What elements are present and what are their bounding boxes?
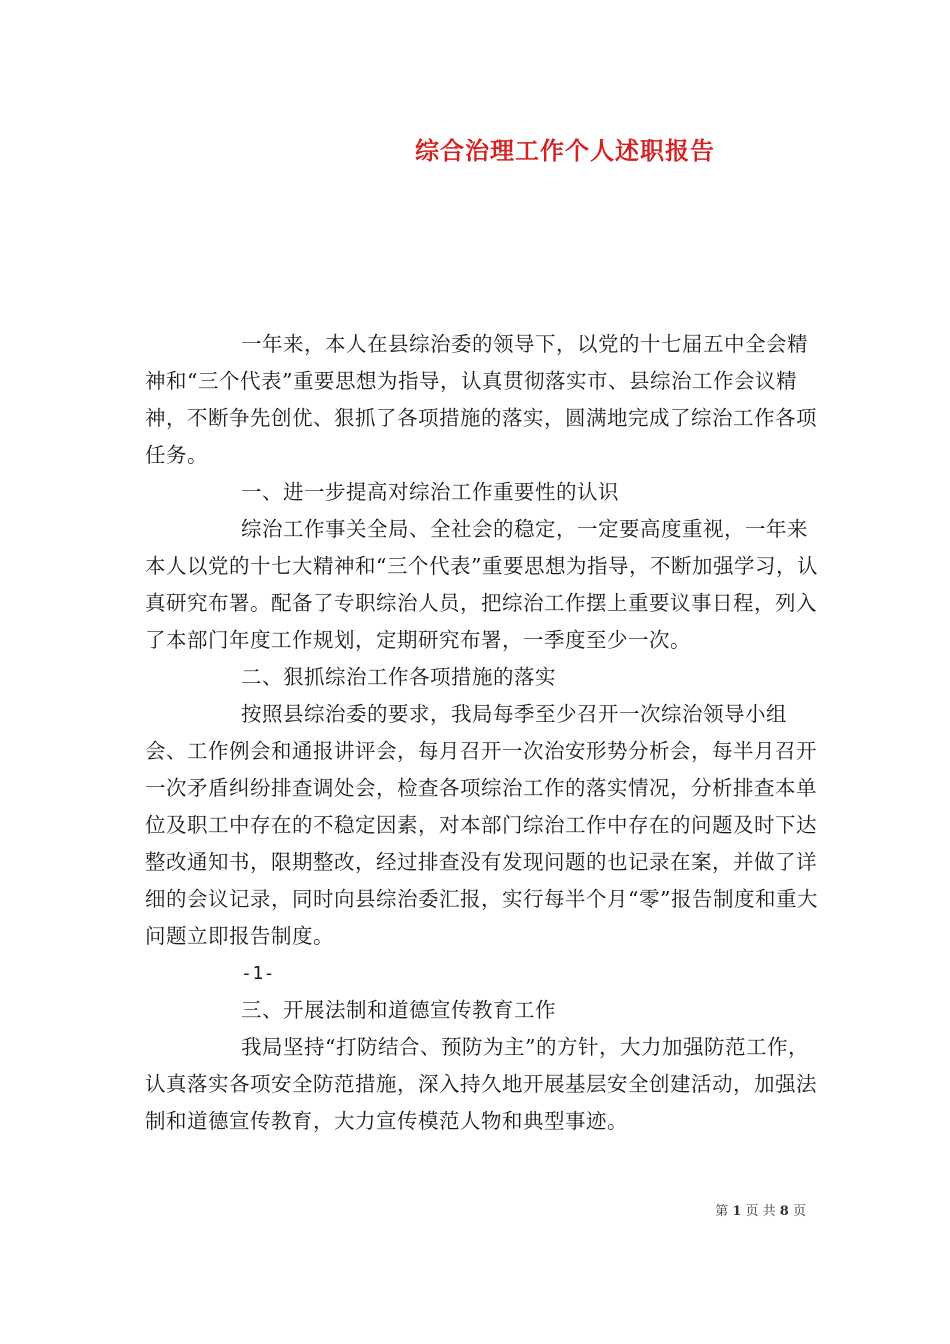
intro-paragraph: 一年来，本人在县综治委的领导下，以党的十七届五中全会精神和“三个代表”重要思想为指导，认真贯彻落实市、县综治工作会议精神，不断争先创优、狠抓了各项措施的落实，圆满地完成了综治工作各项任务。 xyxy=(145,332,817,467)
document-title: 综合治理工作个人述职报告 xyxy=(415,136,715,165)
footer-suffix: 页 xyxy=(792,1204,806,1219)
section-3-paragraph: 我局坚持“打防结合、预防为主”的方针，大力加强防范工作，认真落实各项安全防范措施，深入持久地开展基层安全创建活动，加强法制和道德宣传教育，大力宣传模范人物和典型事迹。 xyxy=(145,1035,817,1133)
footer-total-pages: 8 xyxy=(779,1204,789,1219)
document-body xyxy=(145,326,825,1140)
section-2-heading: 二、狠抓综治工作各项措施的落实 xyxy=(241,665,556,689)
section-2-paragraph: 按照县综治委的要求，我局每季至少召开一次综治领导小组会、工作例会和通报讲评会，每月召开一次治安形势分析会，每半月召开一次矛盾纠纷排查调处会，检查各项综治工作的落实情况，分析排查本单位及职工中存在的不稳定因素，对本部门综治工作中存在的问题及时下达整改通知书，限期整改，经过排查没有发现问题的也记录在案，并做了详细的会议记录，同时向县综治委汇报，实行每半个月“零”报告制度和重大问题立即报告制度。 xyxy=(145,702,818,948)
section-1-heading: 一、进一步提高对综治工作重要性的认识 xyxy=(241,480,619,504)
page-footer xyxy=(0,1203,806,1221)
inline-page-marker: -1- xyxy=(241,963,276,984)
footer-middle: 页 共 xyxy=(745,1204,776,1219)
footer-prefix: 第 xyxy=(715,1204,729,1219)
footer-current-page: 1 xyxy=(732,1204,742,1219)
section-1-paragraph: 综治工作事关全局、全社会的稳定，一定要高度重视，一年来本人以党的十七大精神和“三个代表”重要思想为指导，不断加强学习，认真研究布署。配备了专职综治人员，把综治工作摆上重要议事日程，列入了本部门年度工作规划，定期研究布署，一季度至少一次。 xyxy=(145,517,818,652)
section-3-heading: 三、开展法制和道德宣传教育工作 xyxy=(241,998,556,1022)
